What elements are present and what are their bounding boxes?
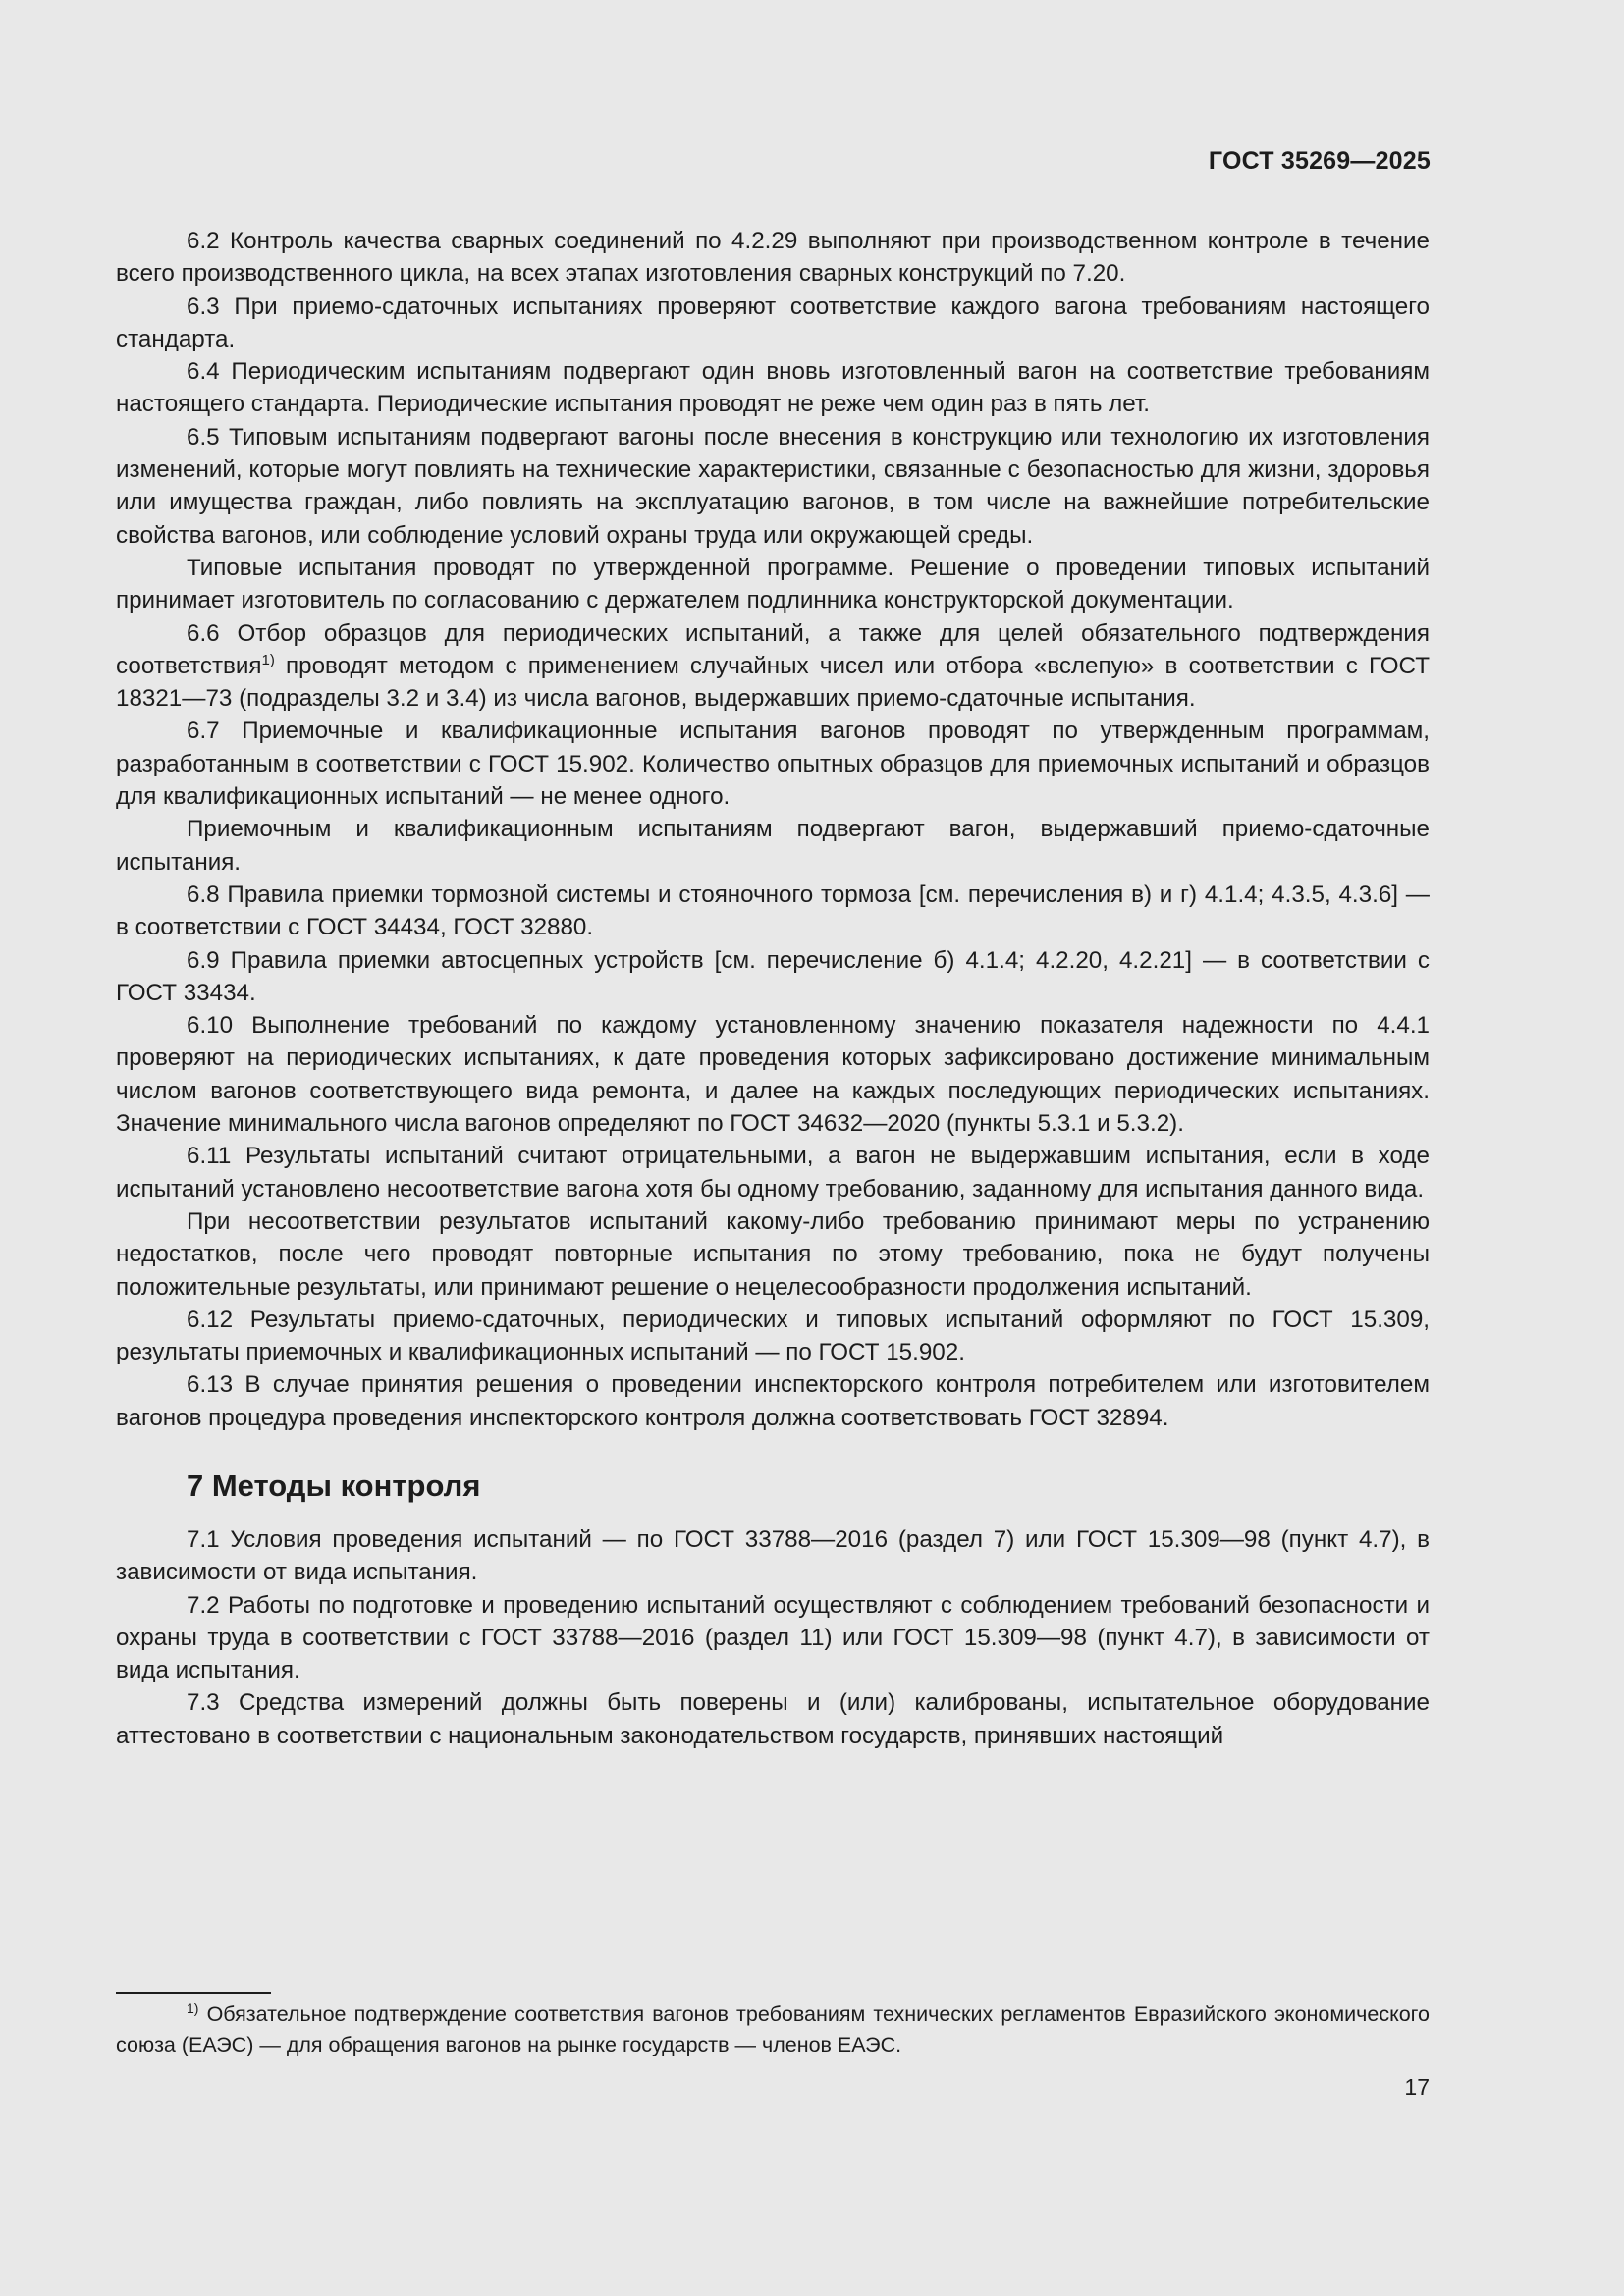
paragraph-7-2: 7.2 Работы по подготовке и проведению испытаний осуществляют с соблюдением требований безопасности и охраны труда в соответствии с ГОСТ 33788—2016 (раздел 11) или ГОСТ 15.309—98 (пункт 4.7), в зависимости от вида испытания. bbox=[116, 1591, 1430, 1684]
document-id-header: ГОСТ 35269—2025 bbox=[1208, 147, 1431, 175]
paragraph-7-1: 7.1 Условия проведения испытаний — по ГОСТ 33788—2016 (раздел 7) или ГОСТ 15.309—98 (пункт 4.7), в зависимости от вида испытания. bbox=[116, 1525, 1430, 1586]
paragraph-6-5-typical-tests: Типовые испытания проводят по утвержденной программе. Решение о проведении типовых испытаний принимает изготовитель по согласованию с держателем подлинника конструкторской документации. bbox=[116, 554, 1430, 614]
footnote-mark: 1) bbox=[187, 2001, 199, 2016]
footnote-divider bbox=[116, 1992, 271, 1994]
paragraph-6-8: 6.8 Правила приемки тормозной системы и стояночного тормоза [см. перечисления в) и г) 4.1.4; 4.3.5, 4.3.6] — в соответствии с ГОСТ 34434, ГОСТ 32880. bbox=[116, 881, 1430, 941]
paragraph-6-7: 6.7 Приемочные и квалификационные испытания вагонов проводят по утвержденным программам, разработанным в соответствии с ГОСТ 15.902. Количество опытных образцов для приемочных испытаний и образцов для квалификационных испытаний — не менее одного. bbox=[116, 718, 1430, 811]
paragraph-6-11-nonconformity: При несоответствии результатов испытаний какому-либо требованию принимают меры по устранению недостатков, после чего проводят повторные испытания по этому требованию, пока не будут получены положительные результаты, или принимают решение о нецелесообразности продолжения испытаний. bbox=[116, 1207, 1430, 1301]
footnote bbox=[116, 2000, 1430, 2060]
paragraph-6-10: 6.10 Выполнение требований по каждому установленному значению показателя надежности по 4.4.1 проверяют на периодических испытаниях, к дате проведения которых зафиксировано достижение минимальным числом вагонов соответствующего вида ремонта, и далее на каждых последующих периодических испытаниях. Значение минимального числа вагонов определяют по ГОСТ 34632—2020 (пункты 5.3.1 и 5.3.2). bbox=[116, 1012, 1430, 1138]
paragraph-6-3: 6.3 При приемо-сдаточных испытаниях проверяют соответствие каждого вагона требованиям настоящего стандарта. bbox=[116, 293, 1430, 352]
paragraph-6-12: 6.12 Результаты приемо-сдаточных, периодических и типовых испытаний оформляют по ГОСТ 15.309, результаты приемочных и квалификационных испытаний — по ГОСТ 15.902. bbox=[116, 1306, 1430, 1366]
paragraph-6-11: 6.11 Результаты испытаний считают отрицательными, а вагон не выдержавшим испытания, если в ходе испытаний установлено несоответствие вагона хотя бы одному требованию, заданному для испытания данного вида. bbox=[116, 1143, 1430, 1202]
paragraph-6-2: 6.2 Контроль качества сварных соединений по 4.2.29 выполняют при производственном контроле в течение всего производственного цикла, на всех этапах изготовления сварных конструкций по 7.20. bbox=[116, 228, 1430, 288]
section-7-heading: 7 Методы контроля bbox=[187, 1468, 481, 1503]
paragraph-6-5: 6.5 Типовым испытаниям подвергают вагоны после внесения в конструкцию или технологию их изготовления изменений, которые могут повлиять на технические характеристики, связанные с безопасностью для жизни, здоровья или имущества граждан, либо повлиять на эксплуатацию вагонов, в том числе на важнейшие потребительские свойства вагонов, или соблюдение условий охраны труда или окружающей среды. bbox=[116, 423, 1430, 549]
footnote-reference: 1) bbox=[261, 651, 275, 668]
footnote-text: Обязательное подтверждение соответствия вагонов требованиям технических регламентов Евразийского экономического союза (ЕАЭС) — для обращения вагонов на рынке государств — членов ЕАЭС. bbox=[116, 2002, 1430, 2056]
document-body bbox=[116, 225, 1430, 1752]
paragraph-6-6-text-b: проводят методом с применением случайных чисел или отбора «вслепую» в соответствии с ГОСТ 18321—73 (подразделы 3.2 и 3.4) из числа вагонов, выдержавших приемо-сдаточные испытания. bbox=[116, 652, 1430, 713]
paragraph-6-6-text-a: 6.6 Отбор образцов для периодических испытаний, а также для целей обязательного подтверждения соответствия bbox=[116, 619, 1430, 679]
paragraph-6-7-acceptance: Приемочным и квалификационным испытаниям подвергают вагон, выдержавший приемо-сдаточные испытания. bbox=[116, 816, 1430, 876]
paragraph-7-3: 7.3 Средства измерений должны быть поверены и (или) калиброваны, испытательное оборудование аттестовано в соответствии с национальным законодательством государств, принявших настоящий bbox=[116, 1689, 1430, 1749]
paragraph-6-6 bbox=[116, 617, 1430, 716]
paragraph-6-9: 6.9 Правила приемки автосцепных устройств [см. перечисление б) 4.1.4; 4.2.20, 4.2.21] — в соответствии с ГОСТ 33434. bbox=[116, 946, 1430, 1006]
paragraph-6-13: 6.13 В случае принятия решения о проведении инспекторского контроля потребителем или изготовителем вагонов процедура проведения инспекторского контроля должна соответствовать ГОСТ 32894. bbox=[116, 1371, 1430, 1431]
page-number: 17 bbox=[1404, 2074, 1430, 2100]
paragraph-6-4: 6.4 Периодическим испытаниям подвергают один вновь изготовленный вагон на соответствие требованиям настоящего стандарта. Периодические испытания проводят не реже чем один раз в пять лет. bbox=[116, 358, 1430, 418]
